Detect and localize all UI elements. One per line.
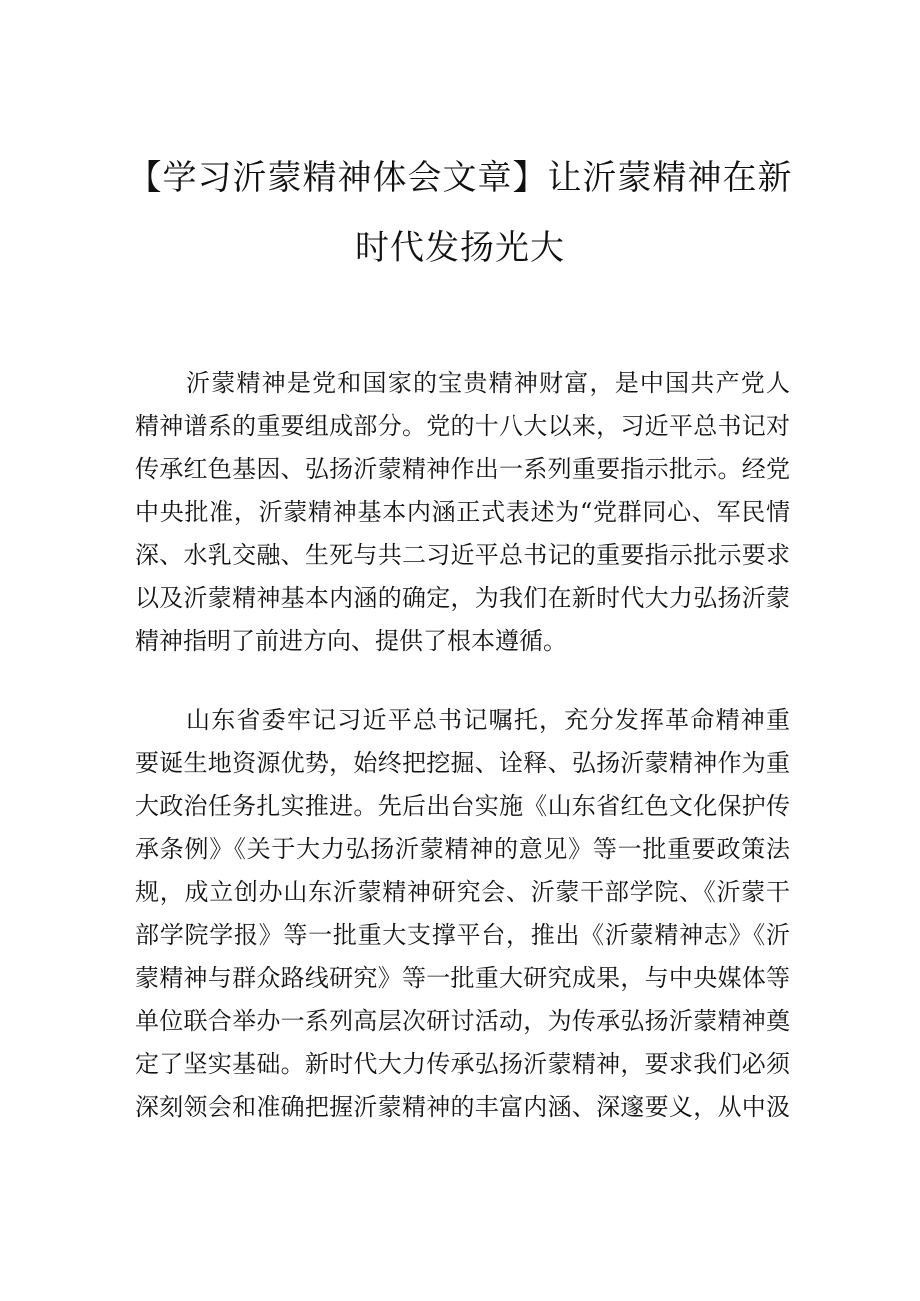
- paragraph-2-line: 部学院学报》等一批重大支撑平台，推出《沂蒙精神志》《沂: [135, 921, 790, 949]
- paragraph-1-line: 以及沂蒙精神基本内涵的确定，为我们在新时代大力弘扬沂蒙: [135, 584, 790, 612]
- paragraph-2-line: 定了坚实基础。新时代大力传承弘扬沂蒙精神，要求我们必须: [135, 1050, 790, 1078]
- paragraph-1-line: 精神谱系的重要组成部分。党的十八大以来，习近平总书记对: [135, 412, 790, 440]
- document-title-line-2: 时代发扬光大: [355, 228, 565, 268]
- paragraph-1-line: 沂蒙精神是党和国家的宝贵精神财富，是中国共产党人: [186, 369, 790, 397]
- paragraph-1-line: 传承红色基因、弘扬沂蒙精神作出一系列重要指示批示。经党: [135, 455, 790, 483]
- paragraph-1-line: 深、水乳交融、生死与共二习近平总书记的重要指示批示要求: [135, 541, 790, 569]
- paragraph-2-line: 大政治任务扎实推进。先后出台实施《山东省红色文化保护传: [135, 792, 790, 820]
- paragraph-2-line: 要诞生地资源优势，始终把挖掘、诠释、弘扬沂蒙精神作为重: [135, 749, 790, 777]
- paragraph-2-line: 承条例》《关于大力弘扬沂蒙精神的意见》等一批重要政策法: [135, 835, 790, 863]
- paragraph-2-line: 规，成立创办山东沂蒙精神研究会、沂蒙干部学院、《沂蒙干: [135, 878, 790, 906]
- document-title-line-1: 【学习沂蒙精神体会文章】让沂蒙精神在新: [127, 158, 793, 198]
- paragraph-2-line: 山东省委牢记习近平总书记嘱托，充分发挥革命精神重: [186, 706, 790, 734]
- paragraph-2-line: 单位联合举办一系列高层次研讨活动，为传承弘扬沂蒙精神奠: [135, 1007, 790, 1035]
- paragraph-2-line: 蒙精神与群众路线研究》等一批重大研究成果，与中央媒体等: [135, 964, 790, 992]
- paragraph-1-line: 中央批准，沂蒙精神基本内涵正式表述为“党群同心、军民情: [135, 498, 790, 526]
- paragraph-1-line: 精神指明了前进方向、提供了根本遵循。: [135, 627, 567, 655]
- paragraph-2-line: 深刻领会和准确把握沂蒙精神的丰富内涵、深邃要义，从中汲: [135, 1093, 790, 1121]
